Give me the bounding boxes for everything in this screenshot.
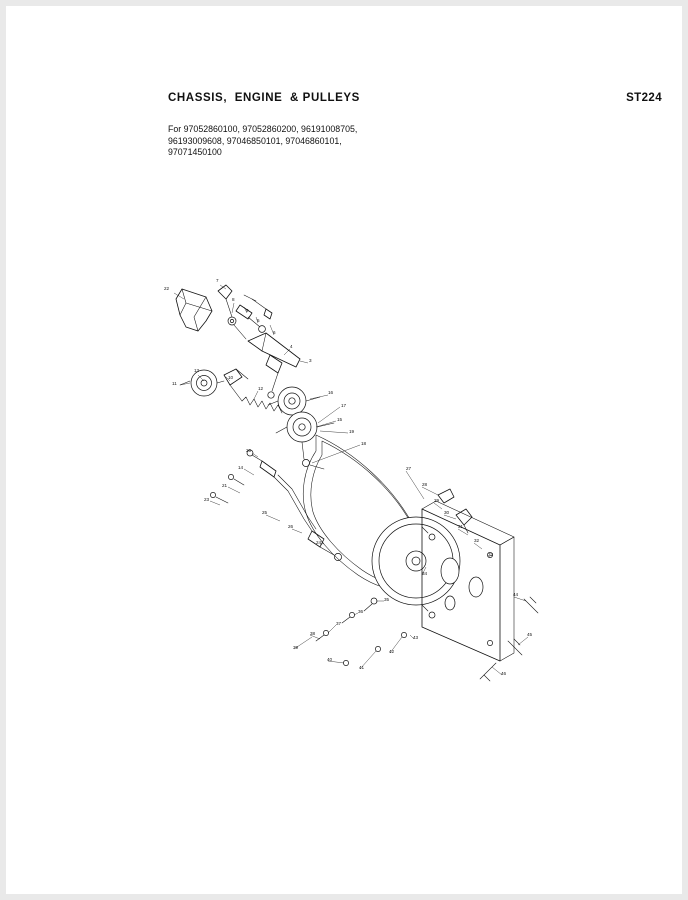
callout-number: 41 [359, 665, 365, 670]
callout-number: 21 [222, 483, 228, 488]
callout-number: 46 [501, 671, 507, 676]
callout-number: 18 [361, 441, 367, 446]
callout-number: 16 [328, 390, 334, 395]
callout-number: 27 [406, 466, 412, 471]
model-line-1: For 97052860100, 97052860200, 96191008705, [168, 124, 358, 134]
callout-number: 29 [434, 498, 440, 503]
callout-number: 10 [228, 375, 234, 380]
callout-number: 19 [349, 429, 355, 434]
callout-number: 34 [422, 571, 428, 576]
callout-number: 12 [258, 386, 264, 391]
part-pulley-group-3 [276, 412, 334, 469]
callout-number: 25 [262, 510, 268, 515]
callout-number: 33 [488, 552, 494, 557]
callout-number: 30 [444, 510, 450, 515]
exploded-parts-diagram [120, 255, 590, 725]
callout-number: 6 [273, 330, 276, 335]
page-title: CHASSIS, ENGINE & PULLEYS [168, 92, 360, 104]
callout-number: 42 [389, 649, 395, 654]
document-header [168, 92, 662, 104]
callout-number: 8 [232, 297, 235, 302]
callout-number: 23 [204, 497, 210, 502]
page-edge-bottom [0, 894, 688, 900]
callout-number: 4 [290, 344, 293, 349]
callout-number: 3 [309, 358, 312, 363]
callout-number: 31 [458, 524, 464, 529]
callout-number: 15 [337, 417, 343, 422]
callout-number: 14 [238, 465, 244, 470]
part-pulley-group-2 [268, 387, 320, 415]
part-bracket-22 [176, 289, 212, 331]
callout-number: 28 [422, 482, 428, 487]
callout-number: 26 [288, 524, 294, 529]
callout-number: 44 [513, 592, 519, 597]
callout-number: 36 [358, 609, 364, 614]
part-linkage-cluster [218, 285, 272, 339]
callout-number: 40 [327, 657, 333, 662]
callout-number: 5 [257, 318, 260, 323]
document-code: ST224 [626, 92, 662, 104]
callout-number: 39 [293, 645, 299, 650]
callout-number: 7 [216, 278, 219, 283]
callout-number: 38 [310, 631, 316, 636]
callout-number: 11 [172, 381, 177, 386]
callout-number: 17 [341, 403, 347, 408]
part-spring [242, 397, 282, 413]
part-pulley-group-1 [180, 369, 248, 401]
callout-number: 32 [474, 538, 480, 543]
page-edge-right [682, 0, 688, 900]
callout-number: 43 [413, 635, 419, 640]
model-number-list [168, 124, 357, 159]
part-fasteners [480, 597, 538, 681]
callout-number: 9 [246, 308, 249, 313]
callout-number: 13 [194, 368, 200, 373]
callout-number: 22 [164, 286, 170, 291]
callout-number: 24 [316, 540, 322, 545]
page-edge-left [0, 0, 6, 900]
callout-number: 20 [246, 448, 252, 453]
model-line-2: 96193009608, 97046850101, 97046860101, [168, 135, 342, 146]
diagram-drawing [120, 255, 590, 725]
page-edge-top [0, 0, 688, 6]
callout-number: 45 [527, 632, 533, 637]
callout-number: 35 [384, 597, 390, 602]
callout-number: 37 [336, 621, 342, 626]
model-line-3: 97071450100 [168, 147, 222, 157]
